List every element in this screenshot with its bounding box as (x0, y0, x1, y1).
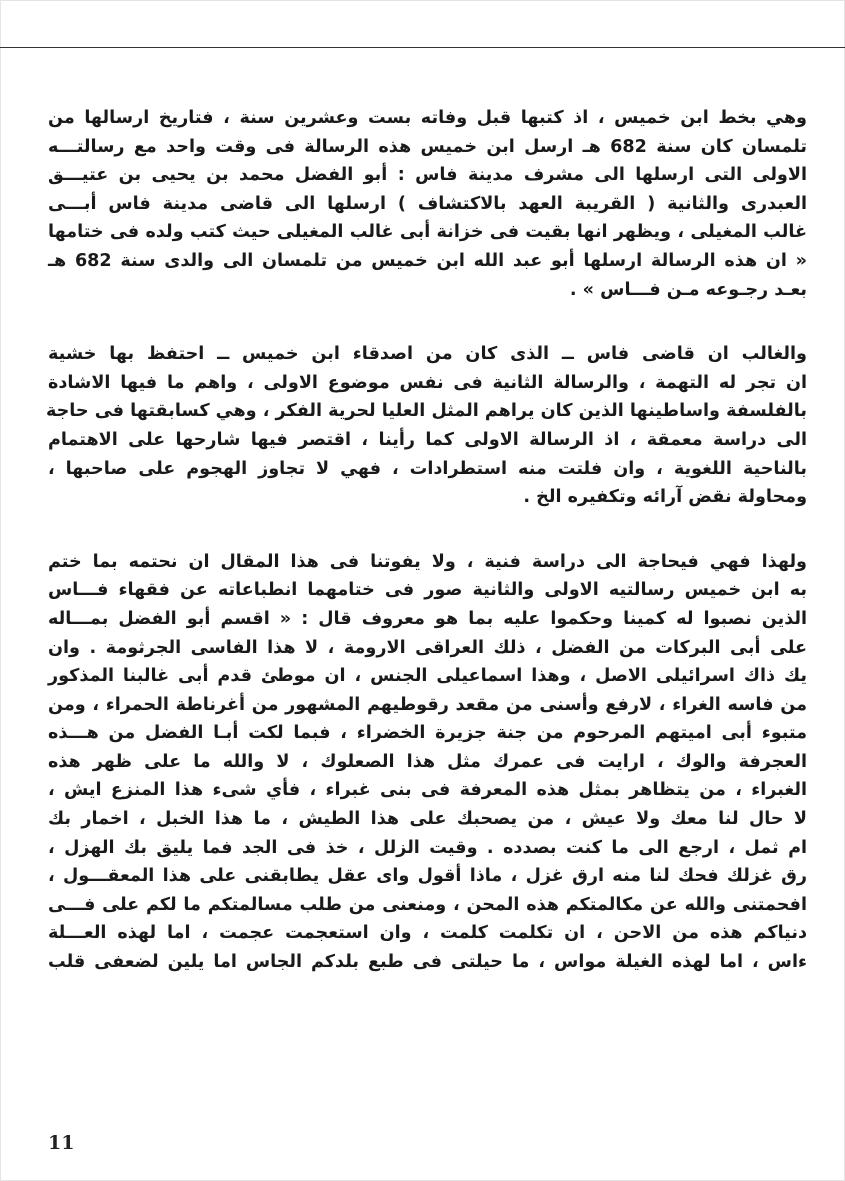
text-line: والغالب ان قاضى فاس ــ الذى كان من اصدقاء ابن خميس ــ احتفظ بها خشية (48, 344, 807, 365)
text-line: ومحاولة نقض آرائه وتكفيره الخ . (523, 487, 807, 508)
text-line: بالفلسفة واساطينها الذين كان يراهم المثل العليا لحرية الفكر ، وهي كسابقتها فى حاجة (45, 401, 807, 422)
paragraph-1 (48, 104, 807, 304)
text-line: دنياكم هذه من الاحن ، ان تكلمت كلمت ، وان استعجمت عجمت ، اما لهذه العـــلة (48, 923, 807, 944)
text-line: تلمسان كان سنة 682 هـ ارسل ابن خميس هذه الرسالة فى وقت واحد مع رسالتـــه (48, 136, 807, 157)
text-line: رق غزلك فحك لنا منه ارق غزل ، ماذا أقول واى عقل يطابقنى على هذا المعقـــول ، (48, 866, 807, 887)
text-line: افحمتنى والله عن مكالمتكم هذه المحن ، ومنعنى من طلب مسالمتكم ما لكم على فـــى (48, 894, 807, 915)
text-line: بعـد رجـوعه مـن فـــاس » . (569, 279, 807, 300)
text-line: لا حال لنا معك ولا عيش ، من يصحبك على هذا الطيش ، ما هذا الخبل ، اخمار بك (48, 809, 807, 830)
paragraph-2 (45, 340, 807, 512)
text-line: العجرفة والوك ، ارايت فى عمرك مثل هذا الصعلوك ، لا والله ما على ظهر هذه (48, 751, 807, 772)
text-line: يك ذاك اسرائيلى الاصل ، وهذا اسماعيلى الجنس ، ان موطئ قدم أبى غالبنا المذكور (48, 666, 807, 687)
text-line: ان تجر له التهمة ، والرسالة الثانية فى نفس موضوع الاولى ، واهم ما فيها الاشادة (48, 372, 807, 393)
text-line: من فاسه الغراء ، لارفع وأسنى من مقعد رقوطيهم المشهور من أغرناطة الحمراء ، ومن (48, 694, 807, 715)
text-line: ولهذا فهي فيحاجة الى دراسة فنية ، ولا يفوتنا فى هذا المقال ان نحتمه بما ختم (48, 551, 807, 572)
paragraph-3 (48, 548, 807, 977)
text-line: على أبى البركات من الفضل ، ذلك العراقى الارومة ، لا هذا الفاسى الجرثومة . وان (48, 637, 807, 658)
text-line: ءاس ، اما لهذه الغيلة مواس ، ما حيلتى فى طبع بلدكم الجاس اما يلين لضعفى قلب (48, 952, 807, 973)
text-line: وهي بخط ابن خميس ، اذ كتبها قبل وفاته بست وعشرين سنة ، فتاريخ ارسالها من (48, 108, 807, 128)
text-line: الغبراء ، من يتظاهر بمثل هذه المعرفة فى بنى غبراء ، فأي شىء هذا المنزع ايش ، (48, 780, 807, 801)
text-line: « ان هذه الرسالة ارسلها أبو عبد الله ابن خميس من تلمسان الى والدى سنة 682 هـ (48, 250, 808, 271)
text-line: غالب المغيلى ، ويظهر انها بقيت فى خزانة أبى غالب المغيلى حيث كتب ولده فى ختامها (48, 222, 807, 243)
header-rule (0, 47, 845, 48)
text-line: الاولى التى ارسلها الى مشرف مدينة فاس : أبو الفضل محمد بن يحيى بن عتيـــق (48, 165, 807, 186)
text-line: الذين نصبوا له كمينا وحكموا عليه بما هو معروف قال : « اقسم أبو الفضل بمـــاله (48, 608, 807, 629)
text-line: ام ثمل ، ارجع الى ما كنت بصدده . وقيت الزلل ، خذ فى الجد فما يليق بك الهزل ، (48, 837, 807, 858)
text-line: العبدرى والثانية ( القريبة العهد بالاكتشاف ) ارسلها الى قاضى مدينة فاس أبـــى (48, 193, 807, 214)
text-line: متبوء أبى اميتهم المرحوم من جنة جزيرة الخضراء ، فبما لكت أبـا الفضل من هـــذه (48, 723, 807, 744)
text-line: بالناحية اللغوية ، وان فلتت منه استطرادات ، فهي لا تجاوز الهجوم على صاحبها ، (48, 458, 807, 479)
page-number: 11 (48, 1132, 75, 1154)
text-line: به ابن خميس رسالتيه الاولى والثانية صور فى ختامهما انطباعاته عن فقهاء فـــاس (48, 580, 807, 601)
text-line: الى دراسة معمقة ، اذ الرسالة الاولى كما رأينا ، اقتصر فيها شارحها على الاهتمام (48, 429, 807, 450)
body-text (45, 104, 808, 977)
